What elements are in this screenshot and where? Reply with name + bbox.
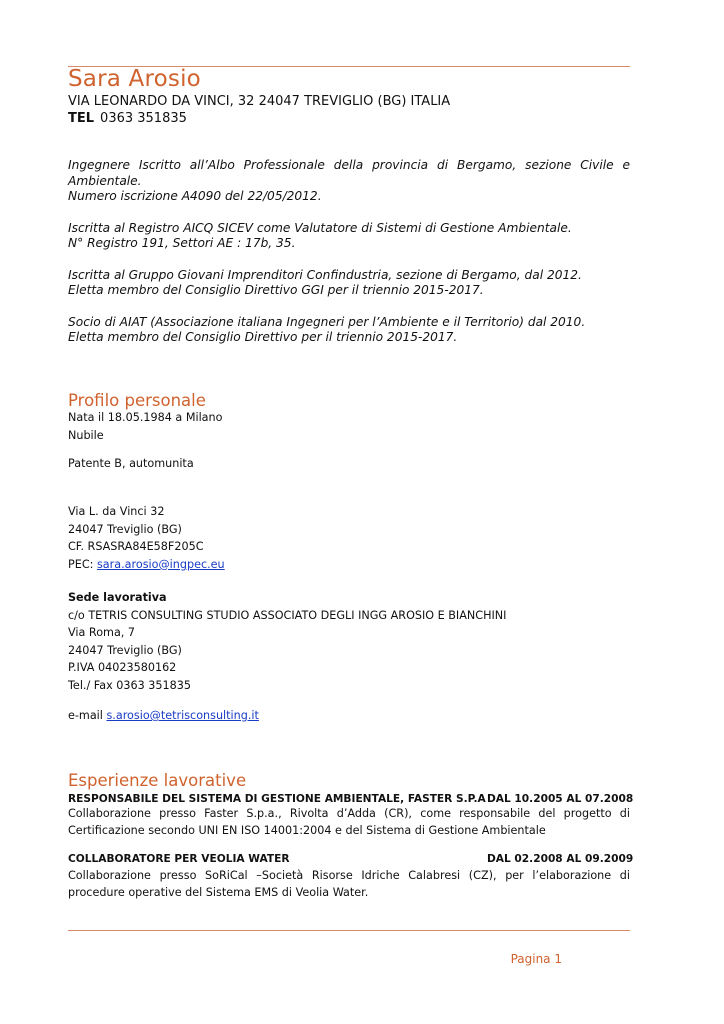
- page-number: Pagina 1: [510, 952, 562, 966]
- profilo-license: [68, 455, 630, 473]
- birth-info: Nata il 18.05.1984 a Milano: [68, 411, 223, 424]
- city: 24047 Treviglio (BG): [68, 522, 182, 536]
- job-description: Collaborazione presso SoRiCal –Società Risorse Idriche Calabresi (CZ), per l’elaborazione di procedure operative del Sistema EMS di Veolia Water.: [68, 869, 630, 899]
- intro-line: Eletta membro del Consiglio Direttivo per il triennio 2015-2017.: [68, 330, 458, 344]
- street: Via L. da Vinci 32: [68, 505, 165, 518]
- intro-line: Socio di AIAT (Associazione italiana Ingegneri per l’Ambiente e il Territorio) dal 2010.: [68, 314, 586, 329]
- job-dates: DAL 10.2005 AL 07.2008: [487, 793, 634, 805]
- job-header: [68, 793, 634, 805]
- driving-license: Patente B, automunita: [68, 457, 194, 470]
- profilo-address: [68, 503, 630, 573]
- intro-line: N° Registro 191, Settori AE : 17b, 35.: [68, 236, 296, 250]
- job-dates: DAL 02.2008 AL 09.2009: [487, 853, 634, 865]
- header-address: VIA LEONARDO DA VINCI, 32 24047 TREVIGLIO (BG) ITALIA: [68, 94, 451, 109]
- tel-value: 0363 351835: [100, 111, 187, 126]
- marital-status: Nubile: [68, 428, 104, 442]
- sede-heading: Sede lavorativa: [68, 591, 167, 604]
- intro-paragraph: [68, 268, 630, 299]
- job-title: COLLABORATORE PER VEOLIA WATER: [68, 853, 290, 865]
- pec-label: PEC:: [68, 557, 94, 571]
- tax-code: CF. RSASRA84E58F205C: [68, 540, 204, 554]
- email-line: [68, 707, 630, 725]
- sede-street: Via Roma, 7: [68, 626, 136, 640]
- person-name: Sara Arosio: [68, 66, 201, 92]
- pec-line: [68, 556, 630, 574]
- intro-section: [68, 158, 630, 362]
- intro-paragraph: [68, 315, 630, 346]
- work-email-link[interactable]: s.arosio@tetrisconsulting.it: [106, 709, 259, 722]
- job-header: [68, 853, 634, 865]
- tel-fax: Tel./ Fax 0363 351835: [68, 678, 191, 692]
- vat-number: P.IVA 04023580162: [68, 661, 177, 675]
- intro-line: Eletta membro del Consiglio Direttivo GGI per il triennio 2015-2017.: [68, 283, 484, 297]
- header-phone: [68, 111, 187, 126]
- intro-paragraph: [68, 221, 630, 252]
- sede-lavorativa: [68, 589, 630, 695]
- job-description: Collaborazione presso Faster S.p.a., Rivolta d’Adda (CR), come responsabile del progetto di Certificazione secondo UNI EN ISO 14001:2004 e del Sistema di Gestione Ambientale: [68, 807, 630, 837]
- intro-paragraph: [68, 158, 630, 205]
- tel-label: TEL: [68, 111, 95, 126]
- sede-name: c/o TETRIS CONSULTING STUDIO ASSOCIATO DEGLI INGG AROSIO E BIANCHINI: [68, 608, 507, 622]
- intro-line: Ingegnere Iscritto all’Albo Professionale della provincia di Bergamo, sezione Civile e Ambientale.: [68, 158, 630, 188]
- intro-line: Numero iscrizione A4090 del 22/05/2012.: [68, 189, 322, 203]
- section-heading-profilo: Profilo personale: [68, 391, 206, 410]
- intro-line: Iscritta al Gruppo Giovani Imprenditori Confindustria, sezione di Bergamo, dal 2012.: [68, 267, 582, 282]
- pec-email-link[interactable]: sara.arosio@ingpec.eu: [96, 557, 225, 571]
- profilo-personal: [68, 409, 630, 444]
- sede-city: 24047 Treviglio (BG): [68, 643, 182, 657]
- email-label: e-mail: [68, 709, 103, 722]
- job-title: RESPONSABILE DEL SISTEMA DI GESTIONE AMBIENTALE, FASTER S.P.A: [68, 793, 486, 805]
- section-heading-esperienze: Esperienze lavorative: [68, 771, 247, 790]
- footer-divider: [68, 930, 630, 931]
- intro-line: Iscritta al Registro AICQ SICEV come Valutatore di Sistemi di Gestione Ambientale.: [68, 220, 572, 235]
